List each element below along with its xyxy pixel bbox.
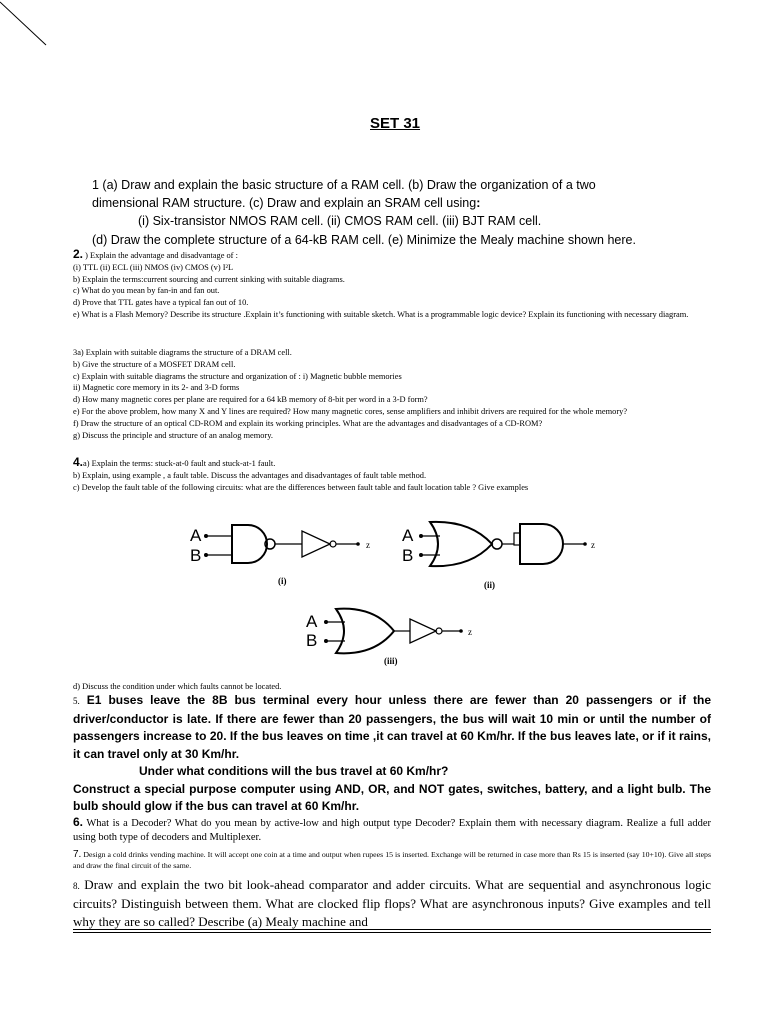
q3-b: b) Give the structure of a MOSFET DRAM cell. xyxy=(73,359,236,369)
q1-line-2: dimensional RAM structure. (c) Draw and explain an SRAM cell using: xyxy=(92,196,481,210)
q3-c: c) Explain with suitable diagrams the structure and organization of : i) Magnetic bubble memories xyxy=(73,371,402,381)
question-5 xyxy=(73,692,711,816)
footer-rule-bottom xyxy=(73,932,711,933)
circuit-iii-output: z xyxy=(468,627,472,637)
q3-a: 3a) Explain with suitable diagrams the structure of a DRAM cell. xyxy=(73,348,292,357)
q3-f: f) Draw the structure of an optical CD-ROM and explain its working principles. What are the advantages and disadvantages of a CD-ROM? xyxy=(73,418,543,428)
circuit-iii-input-b: B xyxy=(306,631,318,650)
q5-p3: Construct a special purpose computer using AND, OR, and NOT gates, switches, battery, and a light bulb. The bulb should glow if the bus can travel at 60 Km/hr. xyxy=(73,781,711,813)
q3-c2: ii) Magnetic core memory in its 2- and 3-D forms xyxy=(73,383,240,393)
q1-line-4: (d) Draw the complete structure of a 64-kB RAM cell. (e) Minimize the Mealy machine shown here. xyxy=(92,233,636,247)
circuit-ii-input-b: B xyxy=(402,546,414,565)
q3-d: d) How many magnetic cores per plane are required for a 64 kB memory of 8-bit per word in a 3-D form? xyxy=(73,395,428,405)
circuit-i-output: z xyxy=(366,540,370,550)
page-title: SET 31 xyxy=(370,115,421,132)
or-gate-icon xyxy=(336,609,394,654)
not-gate-icon xyxy=(302,531,330,557)
q5-p1: 5. E1 buses leave the 8B bus terminal every hour unless there are fewer than 20 passengers or if the driver/conductor is late. If there are fewer than 20 passengers, the bus will wait 10 min or until the number of passengers increase to 20. If the bus leaves on time ,it can travel at 60 Km/hr. If the bus leaves late, or if it rains, it can travel only at 30 Km/hr. xyxy=(73,693,712,761)
q2-list: (i) TTL (ii) ECL (iii) NMOS (iv) CMOS (v) I²L xyxy=(73,262,234,272)
question-6: 6. What is a Decoder? What do you mean by active-low and high output type Decoder? Explain them with necessary diagram. Realize a full adder using both type of decoders and Multiplexer. xyxy=(73,815,711,843)
q4-a: 4.a) Explain the terms: stuck-at-0 fault and stuck-at-1 fault. xyxy=(73,455,276,469)
circuit-iii xyxy=(306,609,472,666)
not-gate-iii-icon xyxy=(410,619,436,643)
circuit-i xyxy=(190,525,370,586)
and-gate-icon xyxy=(520,524,563,564)
circuit-ii-input-a: A xyxy=(402,526,414,545)
q1-line-1: 1 (a) Draw and explain the basic structure of a RAM cell. (b) Draw the organization of a two xyxy=(92,178,596,192)
q3-e: e) For the above problem, how many X and Y lines are required? How many magnetic cores, sense amplifiers and inhibit drivers are required for the whole memory? xyxy=(73,406,628,416)
q3-g: g) Discuss the principle and structure of an analog memory. xyxy=(73,430,273,440)
q2-d: d) Prove that TTL gates have a typical fan out of 10. xyxy=(73,298,249,308)
circuit-iii-label: (iii) xyxy=(384,656,398,666)
question-4-d: d) Discuss the condition under which faults cannot be located. xyxy=(73,682,282,691)
q2-intro: 2. ) Explain the advantage and disadvantage of : xyxy=(73,247,238,261)
q5-p2: Under what conditions will the bus travel at 60 Km/hr? xyxy=(139,764,449,778)
nand-gate-icon xyxy=(232,525,267,563)
circuit-i-input-b: B xyxy=(190,546,202,565)
nor-gate-icon xyxy=(430,522,492,566)
question-8: 8. Draw and explain the two bit look-ahead comparator and adder circuits. What are sequential and asynchronous logic circuits? Distinguish between them. What are clocked flip flops? What are asynchronous inputs? Give examples and tell why they are so called? Describe (a) Mealy machine and xyxy=(73,877,711,929)
circuit-i-input-a: A xyxy=(190,526,202,545)
question-7: 7. Design a cold drinks vending machine. It will accept one coin at a time and output when rupees 15 is inserted. Exchange will be returned in case more than Rs 15 is inserted (say 10+10). Give all steps and draw the final circuit of the same. xyxy=(73,849,711,870)
circuit-ii-label: (ii) xyxy=(484,580,495,590)
circuit-ii xyxy=(402,522,595,590)
footer-rule-top xyxy=(73,929,711,930)
circuit-ii-output: z xyxy=(591,540,595,550)
circuit-i-label: (i) xyxy=(278,576,287,586)
q2-c: c) What do you mean by fan-in and fan out. xyxy=(73,286,220,296)
circuit-iii-input-a: A xyxy=(306,612,318,631)
q2-b: b) Explain the terms:current sourcing and current sinking with suitable diagrams. xyxy=(73,274,345,284)
q4-b: b) Explain, using example , a fault table. Discuss the advantages and disadvantages of fault table method. xyxy=(73,470,427,480)
q4-c: c) Develop the fault table of the following circuits: what are the differences between fault table and fault location table ? Give examples xyxy=(73,482,529,492)
q1-line-3: (i) Six-transistor NMOS RAM cell. (ii) CMOS RAM cell. (iii) BJT RAM cell. xyxy=(138,214,542,228)
q2-e: e) What is a Flash Memory? Describe its structure .Explain it’s functioning with suitable sketch. What is a programmable logic device? Explain its functioning with necessary diagram. xyxy=(73,309,689,319)
